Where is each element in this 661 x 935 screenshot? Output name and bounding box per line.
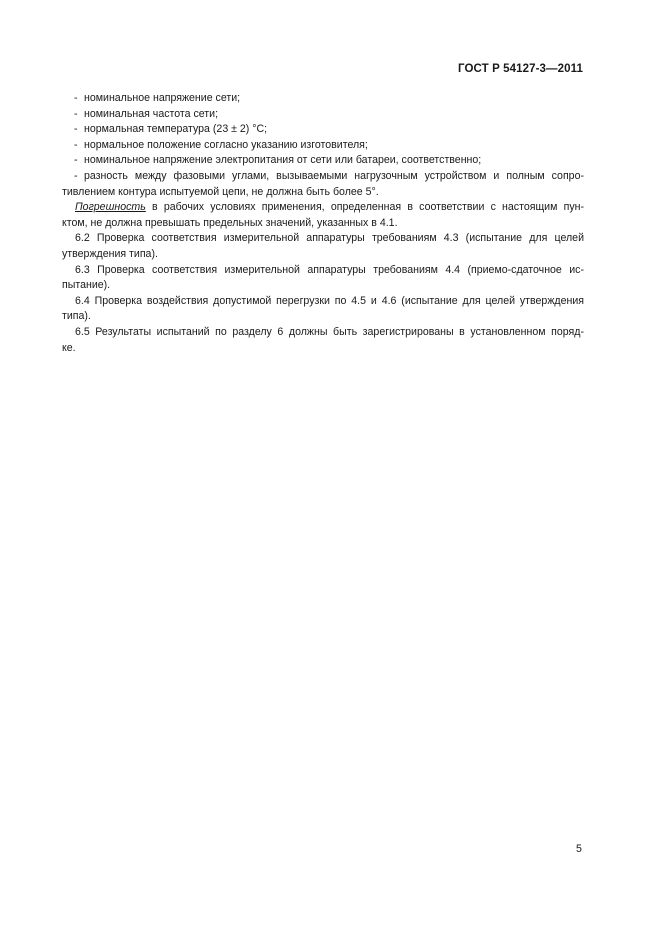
list-item-text: разность между фазовыми углами, вызываемыми нагрузочным устройством и полным сопро- xyxy=(84,169,584,182)
paragraph-6-4: 6.4 Проверка воздействия допустимой перегрузки по 4.5 и 4.6 (испытание для целей утверждения xyxy=(75,294,584,307)
paragraph-6-5-cont: ке. xyxy=(62,341,76,354)
error-paragraph xyxy=(62,200,584,216)
list-item-text: нормальная температура (23 ± 2) °С; xyxy=(84,123,268,136)
document-body xyxy=(62,91,584,356)
list-dash: - xyxy=(74,138,78,151)
paragraph-6-3-cont: пытание). xyxy=(62,279,111,292)
document-header: ГОСТ Р 54127-3—2011 xyxy=(458,63,583,75)
error-text: в рабочих условиях применения, определенная в соответствии с настоящим пун- xyxy=(145,201,584,214)
paragraph-6-3: 6.3 Проверка соответствия измерительной аппаратуры требованиям 4.4 (приемо-сдаточное ис- xyxy=(75,263,584,276)
paragraph-6-2: 6.2 Проверка соответствия измерительной аппаратуры требованиям 4.3 (испытание для целей xyxy=(75,232,584,245)
list-item xyxy=(62,138,584,154)
paragraph-6-5: 6.5 Результаты испытаний по разделу 6 должны быть зарегистрированы в установленном поряд- xyxy=(75,325,584,338)
list-dash: - xyxy=(74,92,78,104)
list-item-phase-angle-cont: тивлением контура испытуемой цепи, не должна быть более 5°. xyxy=(62,185,379,198)
list-item-text: номинальная частота сети; xyxy=(84,107,219,120)
paragraph-6-2-cont: утверждения типа). xyxy=(62,247,158,260)
list-item-text: номинальное напряжение сети; xyxy=(84,92,241,104)
error-term: Погрешность xyxy=(75,201,146,214)
list-dash: - xyxy=(74,123,78,136)
paragraph-6-4-cont: типа). xyxy=(62,310,91,323)
list-dash: - xyxy=(74,169,78,182)
list-item xyxy=(62,107,584,123)
list-item-text: номинальное напряжение электропитания от сети или батареи, соответственно; xyxy=(84,154,482,167)
list-dash: - xyxy=(74,154,78,167)
list-item xyxy=(62,153,584,169)
list-dash: - xyxy=(74,107,78,120)
error-paragraph-cont: ктом, не должна превышать предельных значений, указанных в 4.1. xyxy=(62,216,398,229)
list-item-phase-angle xyxy=(62,169,584,185)
page-number: 5 xyxy=(576,843,582,855)
list-item xyxy=(62,91,584,107)
list-item xyxy=(62,122,584,138)
list-item-text: нормальное положение согласно указанию изготовителя; xyxy=(84,138,368,151)
